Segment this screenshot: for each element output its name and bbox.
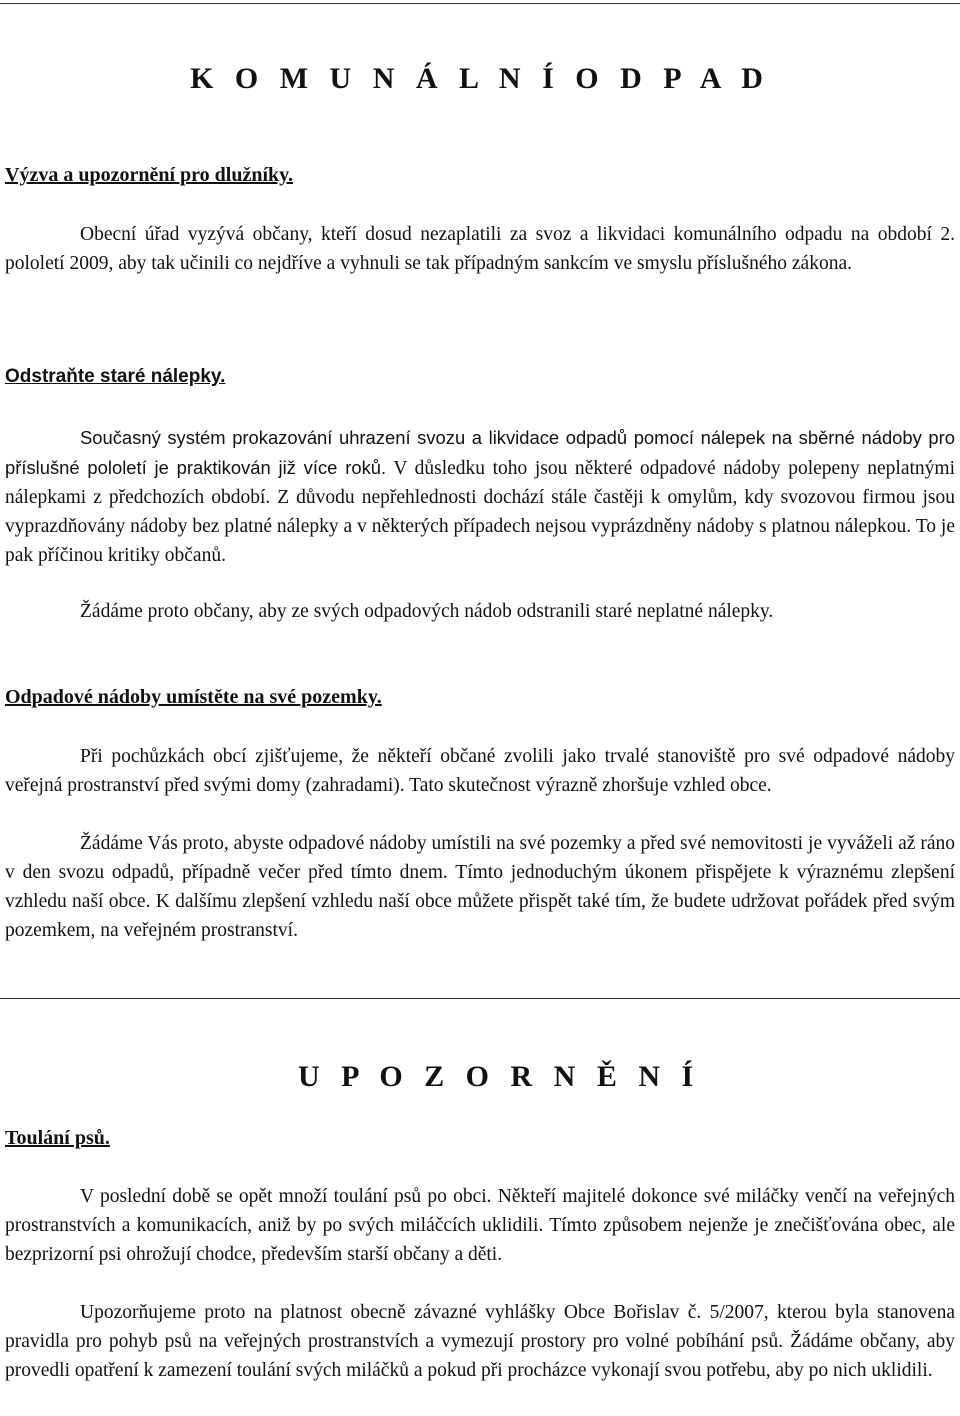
paragraph-bins: Při pochůzkách obcí zjišťujeme, že někteří občané zvolili jako trvalé stanoviště pro své odpadové nádoby veřejná prostranství před svými domy (zahradami). Tato skutečnost výrazně zhoršuje vzhled obce. [5, 746, 955, 796]
paragraph-dogs: V poslední době se opět množí toulání psů po obci. Někteří majitelé dokonce své miláčky venčí na veřejných prostranstvích a komunikacích, aniž by po svých miláčcích uklidili. Tímto způsobem nejenže je znečišťována obec, ale bezprizorní psi ohrožují chodce, především starší občany a děti. [5, 1186, 955, 1265]
paragraph-stickers-request: Žádáme proto občany, aby ze svých odpadových nádob odstranili staré neplatné nálepky. [80, 601, 774, 622]
section-heading-debtors: Výzva a upozornění pro dlužníky. [5, 164, 294, 186]
paragraph-dogs-ordinance: Upozorňujeme proto na platnost obecně závazné vyhlášky Obce Bořislav č. 5/2007, kterou byla stanovena pravidla pro pohyb psů na veřejných prostranstvích a vymezují prostory pro volné pobíhání psů. Žádáme občany, aby provedli opatření k zamezení toulání svých miláčků a pokud při procházce vykonají svou potřebu, aby po nich uklidili. [5, 1302, 955, 1381]
section-heading-stickers: Odstraňte staré nálepky. [5, 366, 226, 387]
paragraph-debtors: Obecní úřad vyzývá občany, kteří dosud nezaplatili za svoz a likvidaci komunálního odpadu na období 2. pololetí 2009, aby tak učinili co nejdříve a vyhnuli se tak případným sankcím ve smyslu příslušného zákona. [5, 224, 955, 274]
paragraph-stickers [5, 423, 955, 570]
section-heading-bins: Odpadové nádoby umístěte na své pozemky. [5, 686, 382, 708]
paragraph-stickers-sans-part: Současný systém prokazování uhrazení svozu a likvidace odpadů pomocí nálepek na sběrné nádoby pro příslušné pololetí je praktikován již více roků. [5, 427, 955, 478]
paragraph-stickers-serif-part: V důsledku toho jsou některé odpadové nádoby polepeny neplatnými nálepkami z předchozích období. Z důvodu nepřehlednosti dochází stále častěji k omylům, kdy svozovou firmou jsou vyprazdňovány nádoby bez platné nálepky a v některých případech nejsou vyprázdněny nádoby s platnou nálepkou. To je pak příčinou kritiky občanů. [5, 458, 956, 566]
section-divider [0, 998, 960, 999]
page-title: K O M U N Á L N Í O D P A D [190, 62, 770, 95]
notice-title: U P O Z O R N Ě N Í [298, 1060, 701, 1093]
paragraph-bins-request: Žádáme Vás proto, abyste odpadové nádoby umístili na své pozemky a před své nemovitosti je vyváželi až ráno v den svozu odpadů, případně večer před tímto dnem. Tímto jednoduchým úkonem přispějete k výraznému zlepšení vzhledu naší obce. K dalšímu zlepšení vzhledu naší obce můžete přispět také tím, že budete udržovat pořádek před svým pozemkem, na veřejném prostranství. [5, 833, 955, 941]
top-rule [0, 3, 960, 4]
section-heading-dogs: Toulání psů. [5, 1127, 110, 1149]
